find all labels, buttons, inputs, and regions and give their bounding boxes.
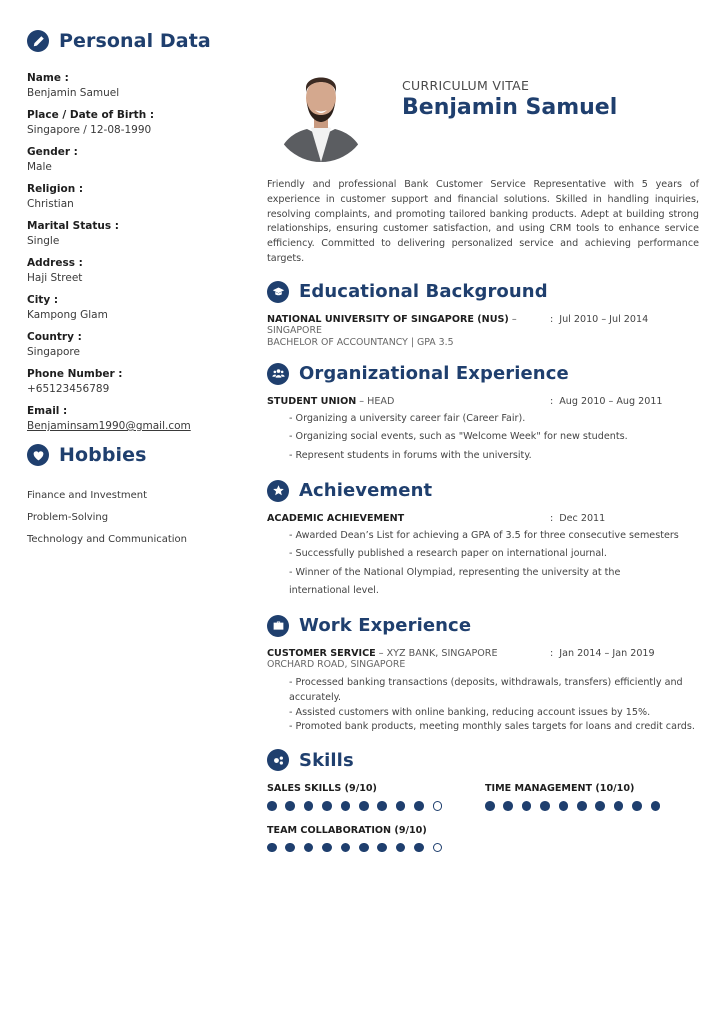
skill-item [267, 783, 485, 811]
entry-title: STUDENT UNION [267, 395, 357, 407]
left-column [27, 30, 247, 551]
filled-dot [359, 801, 369, 811]
right-column [267, 66, 699, 852]
field-value: Christian [27, 198, 74, 210]
entry-title: ACADEMIC ACHIEVEMENT [267, 512, 405, 524]
section-title: Organizational Experience [299, 363, 569, 385]
cv-header [267, 66, 699, 162]
filled-dot [485, 801, 495, 811]
field-label: Place / Date of Birth : [27, 109, 155, 121]
filled-dot [595, 801, 605, 811]
field-phone [27, 367, 247, 397]
education-header [267, 281, 699, 303]
email-link[interactable]: Benjaminsam1990@gmail.com [27, 420, 191, 432]
work-header [267, 615, 699, 637]
bullet-item: - Organizing a university career fair (Career Fair). [289, 412, 526, 424]
field-label: Name : [27, 72, 69, 84]
field-value: Kampong Glam [27, 309, 108, 321]
section-title: Skills [299, 749, 354, 771]
field-marital-status [27, 219, 247, 249]
hobbies-section [27, 444, 247, 551]
education-section [267, 281, 699, 349]
filled-dot [414, 843, 424, 853]
skill-name: SALES SKILLS (9/10) [267, 783, 377, 795]
skill-name: TIME MANAGEMENT (10/10) [485, 783, 635, 795]
section-title: Educational Background [299, 281, 548, 303]
bullet-item: international level. [289, 585, 379, 597]
bullet-item: - Awarded Dean’s List for achieving a GPA of 3.5 for three consecutive semesters [289, 529, 679, 541]
hobby-item: Finance and Investment [27, 490, 148, 501]
hobby-list [27, 485, 247, 551]
section-title: Hobbies [59, 444, 147, 466]
skills-header [267, 749, 699, 771]
entry-subtitle: – XYZ BANK, SINGAPORE [375, 647, 498, 659]
group-icon [267, 363, 289, 385]
filled-dot [322, 843, 332, 853]
filled-dot [322, 801, 332, 811]
bullet-item: - Promoted bank products, meeting monthly sales targets for loans and credit cards. [289, 721, 695, 733]
skills-grid [267, 783, 699, 852]
filled-dot [267, 843, 277, 853]
section-title: Work Experience [299, 615, 472, 637]
filled-dot [559, 801, 569, 811]
skills-section [267, 749, 699, 852]
skill-item [485, 783, 703, 811]
bullet-list [289, 527, 699, 601]
hobby-item: Problem-Solving [27, 512, 109, 523]
field-label: Address : [27, 257, 83, 269]
entry-location: SINGAPORE [267, 324, 322, 336]
heart-icon [27, 444, 49, 466]
cv-label: CURRICULUM VITAE [402, 78, 530, 93]
entry-subtitle: – HEAD [356, 395, 395, 407]
gears-icon [267, 749, 289, 771]
filled-dot [304, 801, 314, 811]
entry-subtitle: – [508, 313, 517, 325]
field-label: Phone Number : [27, 368, 123, 380]
bullet-item: - Processed banking transactions (deposits, withdrawals, transfers) efficiently and accurately. [289, 676, 683, 703]
pencil-icon [27, 30, 49, 52]
field-label: Country : [27, 331, 82, 343]
entry-date: Aug 2010 – Aug 2011 [559, 395, 663, 407]
field-birth [27, 108, 247, 138]
field-value: Male [27, 161, 52, 173]
education-entry: NATIONAL UNIVERSITY OF SINGAPORE (NUS) – : Jul 2010 – Jul 2014 SINGAPORE BACHELOR OF ACCOUNTANCY | GPA 3.5 [267, 314, 699, 349]
bullet-item: - Assisted customers with online banking, reducing account issues by 15%. [289, 706, 651, 718]
bullet-item: - Winner of the National Olympiad, representing the university at the [289, 566, 621, 578]
filled-dot [267, 801, 277, 811]
section-title: Personal Data [59, 30, 211, 52]
bullet-list [289, 410, 699, 466]
filled-dot [396, 801, 406, 811]
filled-dot [341, 843, 351, 853]
field-value: +65123456789 [27, 383, 110, 395]
filled-dot [522, 801, 532, 811]
field-label: Email : [27, 405, 68, 417]
filled-dot [341, 801, 351, 811]
field-label: City : [27, 294, 59, 306]
bullet-item: - Organizing social events, such as "Welcome Week" for new students. [289, 431, 628, 443]
filled-dot [540, 801, 550, 811]
achievement-section [267, 480, 699, 601]
field-value: Haji Street [27, 272, 83, 284]
filled-dot [577, 801, 587, 811]
filled-dot [632, 801, 642, 811]
candidate-name: Benjamin Samuel [402, 95, 618, 120]
hobby-item: Technology and Communication [27, 534, 188, 545]
field-label: Religion : [27, 183, 84, 195]
achievement-header [267, 480, 699, 502]
filled-dot [285, 843, 295, 853]
filled-dot [614, 801, 624, 811]
field-label: Marital Status : [27, 220, 119, 232]
entry-title: NATIONAL UNIVERSITY OF SINGAPORE (NUS) [267, 313, 509, 325]
field-value: Singapore [27, 346, 80, 358]
profile-photo [273, 66, 369, 162]
header-text [402, 78, 617, 120]
empty-dot [433, 801, 443, 811]
filled-dot [651, 801, 661, 811]
section-title: Achievement [299, 480, 433, 502]
filled-dot [503, 801, 513, 811]
empty-dot [433, 843, 443, 853]
summary: Friendly and professional Bank Customer Service Representative with 5 years of experience in customer support and financial solutions. Skilled in handling inquiries, resolving complaints, and promoting tailored banking products. Adept at building strong relationships, ensuring customer satisfaction, and using CRM tools to enhance service efficiency. Committed to delivering personalized service and achieving performance targets. [267, 179, 699, 264]
field-religion [27, 182, 247, 212]
achievement-entry: ACADEMIC ACHIEVEMENT : Dec 2011 - Awarded Dean’s List for achieving a GPA of 3.5 for three consecutive semesters - Successfully published a research paper on international journal. - Winner of the National Olympiad, representing the university at the international level. [267, 513, 699, 601]
field-value: Singapore / 12-08-1990 [27, 124, 152, 136]
field-gender [27, 145, 247, 175]
field-label: Gender : [27, 146, 78, 158]
field-address [27, 256, 247, 286]
entry-date: Dec 2011 [559, 512, 606, 524]
skill-name: TEAM COLLABORATION (9/10) [267, 824, 427, 836]
filled-dot [359, 843, 369, 853]
skill-item [267, 825, 485, 853]
organization-section [267, 363, 699, 466]
entry-date: Jan 2014 – Jan 2019 [559, 647, 655, 659]
skill-rating [485, 801, 703, 811]
bullet-item: - Represent students in forums with the university. [289, 449, 532, 461]
filled-dot [414, 801, 424, 811]
field-email [27, 404, 247, 434]
filled-dot [396, 843, 406, 853]
hobbies-header [27, 444, 247, 466]
briefcase-icon [267, 615, 289, 637]
field-name [27, 71, 247, 101]
personal-data-list [27, 71, 247, 434]
work-section [267, 615, 699, 735]
organization-entry: STUDENT UNION – HEAD : Aug 2010 – Aug 2011 - Organizing a university career fair (Career Fair). - Organizing social events, such as "Welcome Week" for new students. - Represent students in forums with the university. [267, 396, 699, 466]
star-icon [267, 480, 289, 502]
filled-dot [304, 843, 314, 853]
skill-rating [267, 801, 485, 811]
entry-location: ORCHARD ROAD, SINGAPORE [267, 658, 406, 670]
filled-dot [377, 843, 387, 853]
field-value: Single [27, 235, 60, 247]
graduation-cap-icon [267, 281, 289, 303]
skill-rating [267, 843, 485, 853]
field-country [27, 330, 247, 360]
personal-data-header [27, 30, 247, 52]
organization-header [267, 363, 699, 385]
entry-degree: BACHELOR OF ACCOUNTANCY | GPA 3.5 [267, 336, 454, 348]
field-city [27, 293, 247, 323]
entry-title: CUSTOMER SERVICE [267, 647, 376, 659]
field-value: Benjamin Samuel [27, 87, 120, 99]
filled-dot [377, 801, 387, 811]
entry-date: Jul 2010 – Jul 2014 [559, 313, 649, 325]
work-entry: CUSTOMER SERVICE – XYZ BANK, SINGAPORE : Jan 2014 – Jan 2019 ORCHARD ROAD, SINGAPORE - Processed banking transactions (deposits, withdrawals, transfers) efficiently and accurately. - Assisted customers with online banking, reducing account issues by 15%. - Promoted bank products, meeting monthly sales targets for loans and credit cards. [267, 648, 699, 735]
bullet-item: - Successfully published a research paper on international journal. [289, 548, 607, 560]
bullet-list [289, 676, 699, 735]
filled-dot [285, 801, 295, 811]
